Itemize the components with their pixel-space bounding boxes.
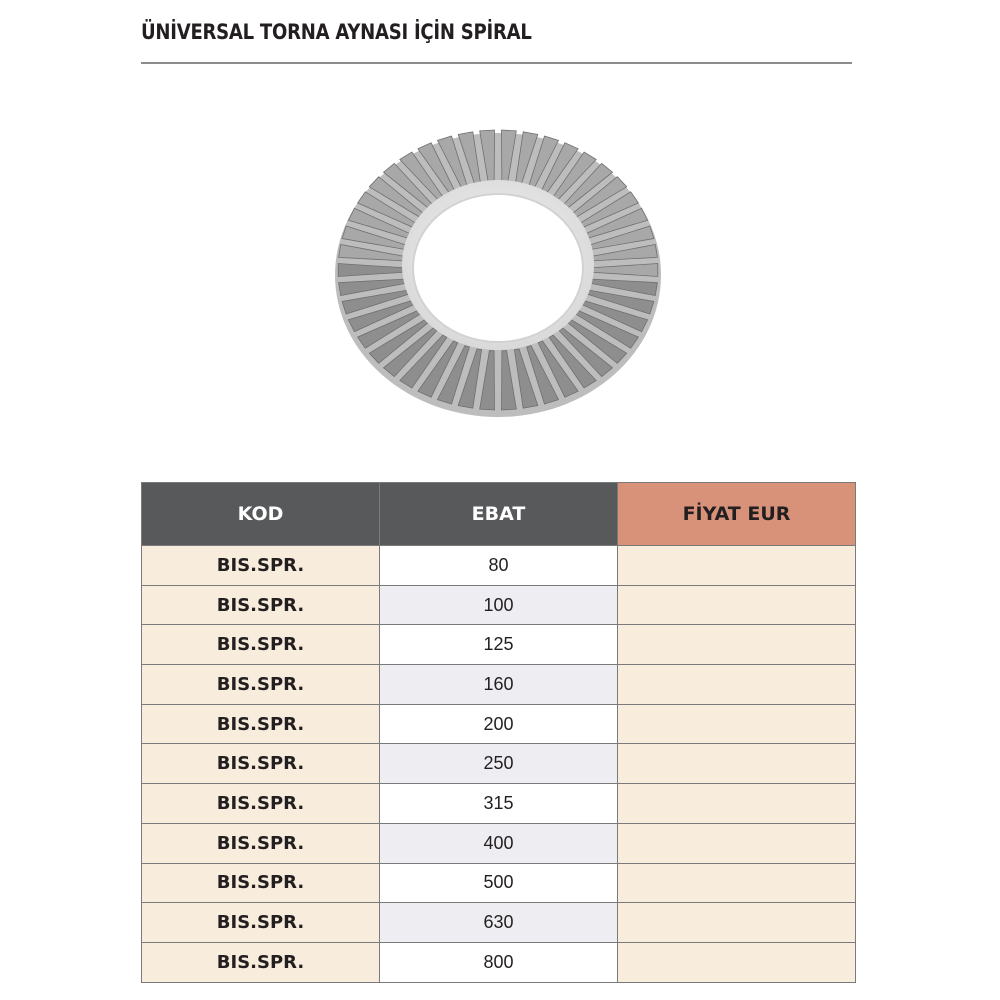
ebat-cell: 800 [380,942,618,982]
table-row [142,823,856,863]
kod-cell: BIS.SPR. [142,744,380,784]
gear-bore [413,194,583,342]
kod-cell: BIS.SPR. [142,784,380,824]
table-row [142,744,856,784]
fiyat-cell [618,744,856,784]
kod-cell: BIS.SPR. [142,823,380,863]
table-row [142,704,856,744]
table-row [142,863,856,903]
kod-cell: BIS.SPR. [142,903,380,943]
fiyat-cell [618,863,856,903]
ebat-cell: 250 [380,744,618,784]
fiyat-cell [618,903,856,943]
kod-cell: BIS.SPR. [142,863,380,903]
fiyat-cell [618,546,856,586]
kod-cell: BIS.SPR. [142,585,380,625]
ebat-cell: 160 [380,665,618,705]
kod-cell: BIS.SPR. [142,546,380,586]
fiyat-cell [618,942,856,982]
page-title: ÜNİVERSAL TORNA AYNASI İÇİN SPİRAL [141,20,532,44]
fiyat-cell [618,704,856,744]
table-row [142,903,856,943]
title-divider [141,62,852,64]
fiyat-cell [618,665,856,705]
ebat-cell: 100 [380,585,618,625]
kod-cell: BIS.SPR. [142,625,380,665]
ebat-cell: 315 [380,784,618,824]
table-header-row [142,483,856,546]
scroll-gear-icon [333,115,663,425]
fiyat-cell [618,823,856,863]
column-header-kod: KOD [142,483,380,546]
table-row [142,784,856,824]
column-header-fiyat: FİYAT EUR [618,483,856,546]
column-header-ebat: EBAT [380,483,618,546]
price-table [141,482,856,983]
scroll-gear-image [333,115,663,425]
kod-cell: BIS.SPR. [142,942,380,982]
table-row [142,665,856,705]
kod-cell: BIS.SPR. [142,665,380,705]
ebat-cell: 630 [380,903,618,943]
ebat-cell: 125 [380,625,618,665]
fiyat-cell [618,784,856,824]
table-row [142,585,856,625]
table-row [142,625,856,665]
kod-cell: BIS.SPR. [142,704,380,744]
fiyat-cell [618,625,856,665]
ebat-cell: 500 [380,863,618,903]
ebat-cell: 400 [380,823,618,863]
table-row [142,546,856,586]
table-row [142,942,856,982]
fiyat-cell [618,585,856,625]
ebat-cell: 200 [380,704,618,744]
ebat-cell: 80 [380,546,618,586]
